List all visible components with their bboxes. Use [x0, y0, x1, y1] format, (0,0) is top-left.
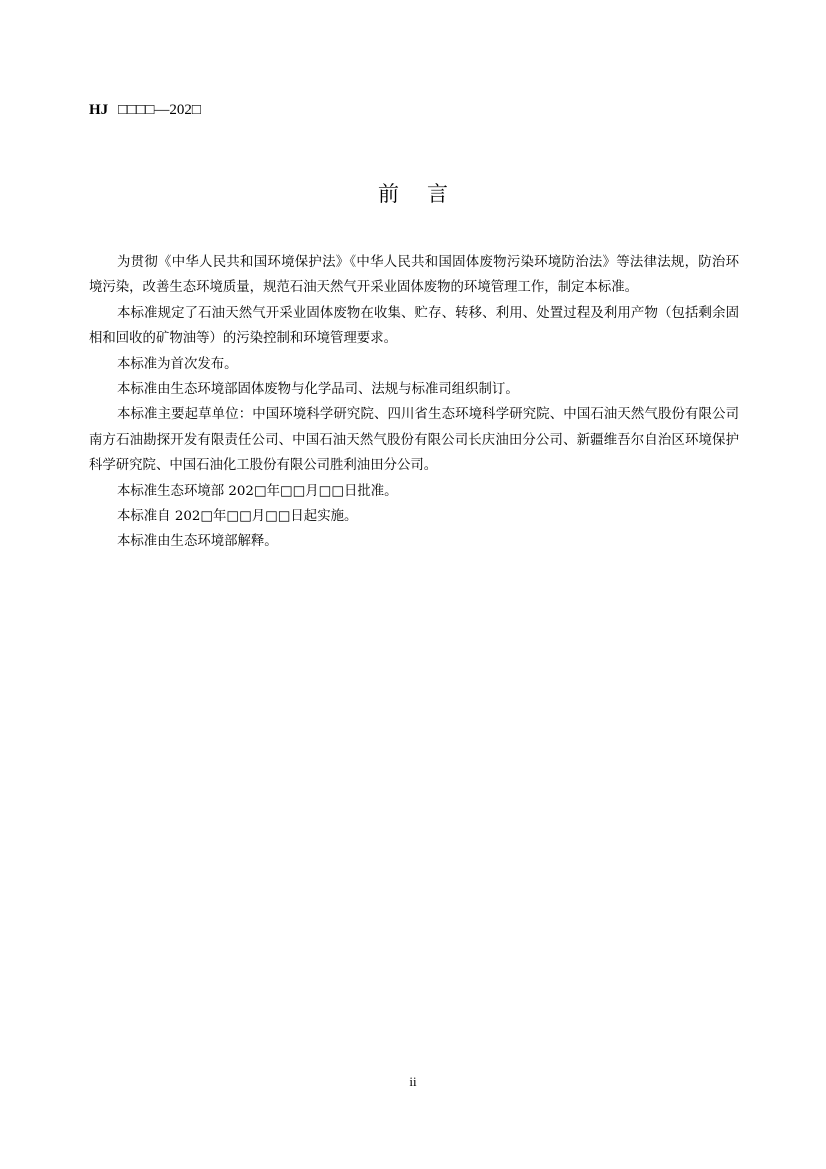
standard-number: □□□□—202□: [118, 102, 201, 118]
standard-code-header: [89, 100, 201, 120]
page-number: ii: [409, 1074, 417, 1089]
foreword-body: [89, 250, 739, 555]
paragraph-approval: 本标准生态环境部 202□年□□月□□日批准。: [117, 483, 398, 499]
paragraph-drafting-units: 本标准主要起草单位：中国环境科学研究院、四川省生态环境科学研究院、中国石油天然气股份有限公司南方石油勘探开发有限责任公司、中国石油天然气股份有限公司长庆油田分公司、新疆维吾尔自治区环境保护科学研究院、中国石油化工股份有限公司胜利油田分公司。: [89, 407, 739, 474]
paragraph-implementation: 本标准自 202□年□□月□□日起实施。: [117, 509, 358, 525]
paragraph-interpretation: 本标准由生态环境部解释。: [117, 534, 278, 550]
paragraph-organizer: 本标准由生态环境部固体废物与化学品司、法规与标准司组织制订。: [117, 382, 519, 398]
standard-prefix: HJ: [89, 102, 109, 118]
paragraph-scope: 本标准规定了石油天然气开采业固体废物在收集、贮存、转移、利用、处置过程及利用产物（包括剩余固相和回收的矿物油等）的污染控制和环境管理要求。: [89, 305, 739, 347]
paragraph-first-release: 本标准为首次发布。: [117, 356, 238, 372]
paragraph-purpose: 为贯彻《中华人民共和国环境保护法》《中华人民共和国固体废物污染环境防治法》等法律法规，防治环境污染，改善生态环境质量，规范石油天然气开采业固体废物的环境管理工作，制定本标准。: [89, 255, 739, 296]
page-title: 前言: [378, 182, 476, 206]
